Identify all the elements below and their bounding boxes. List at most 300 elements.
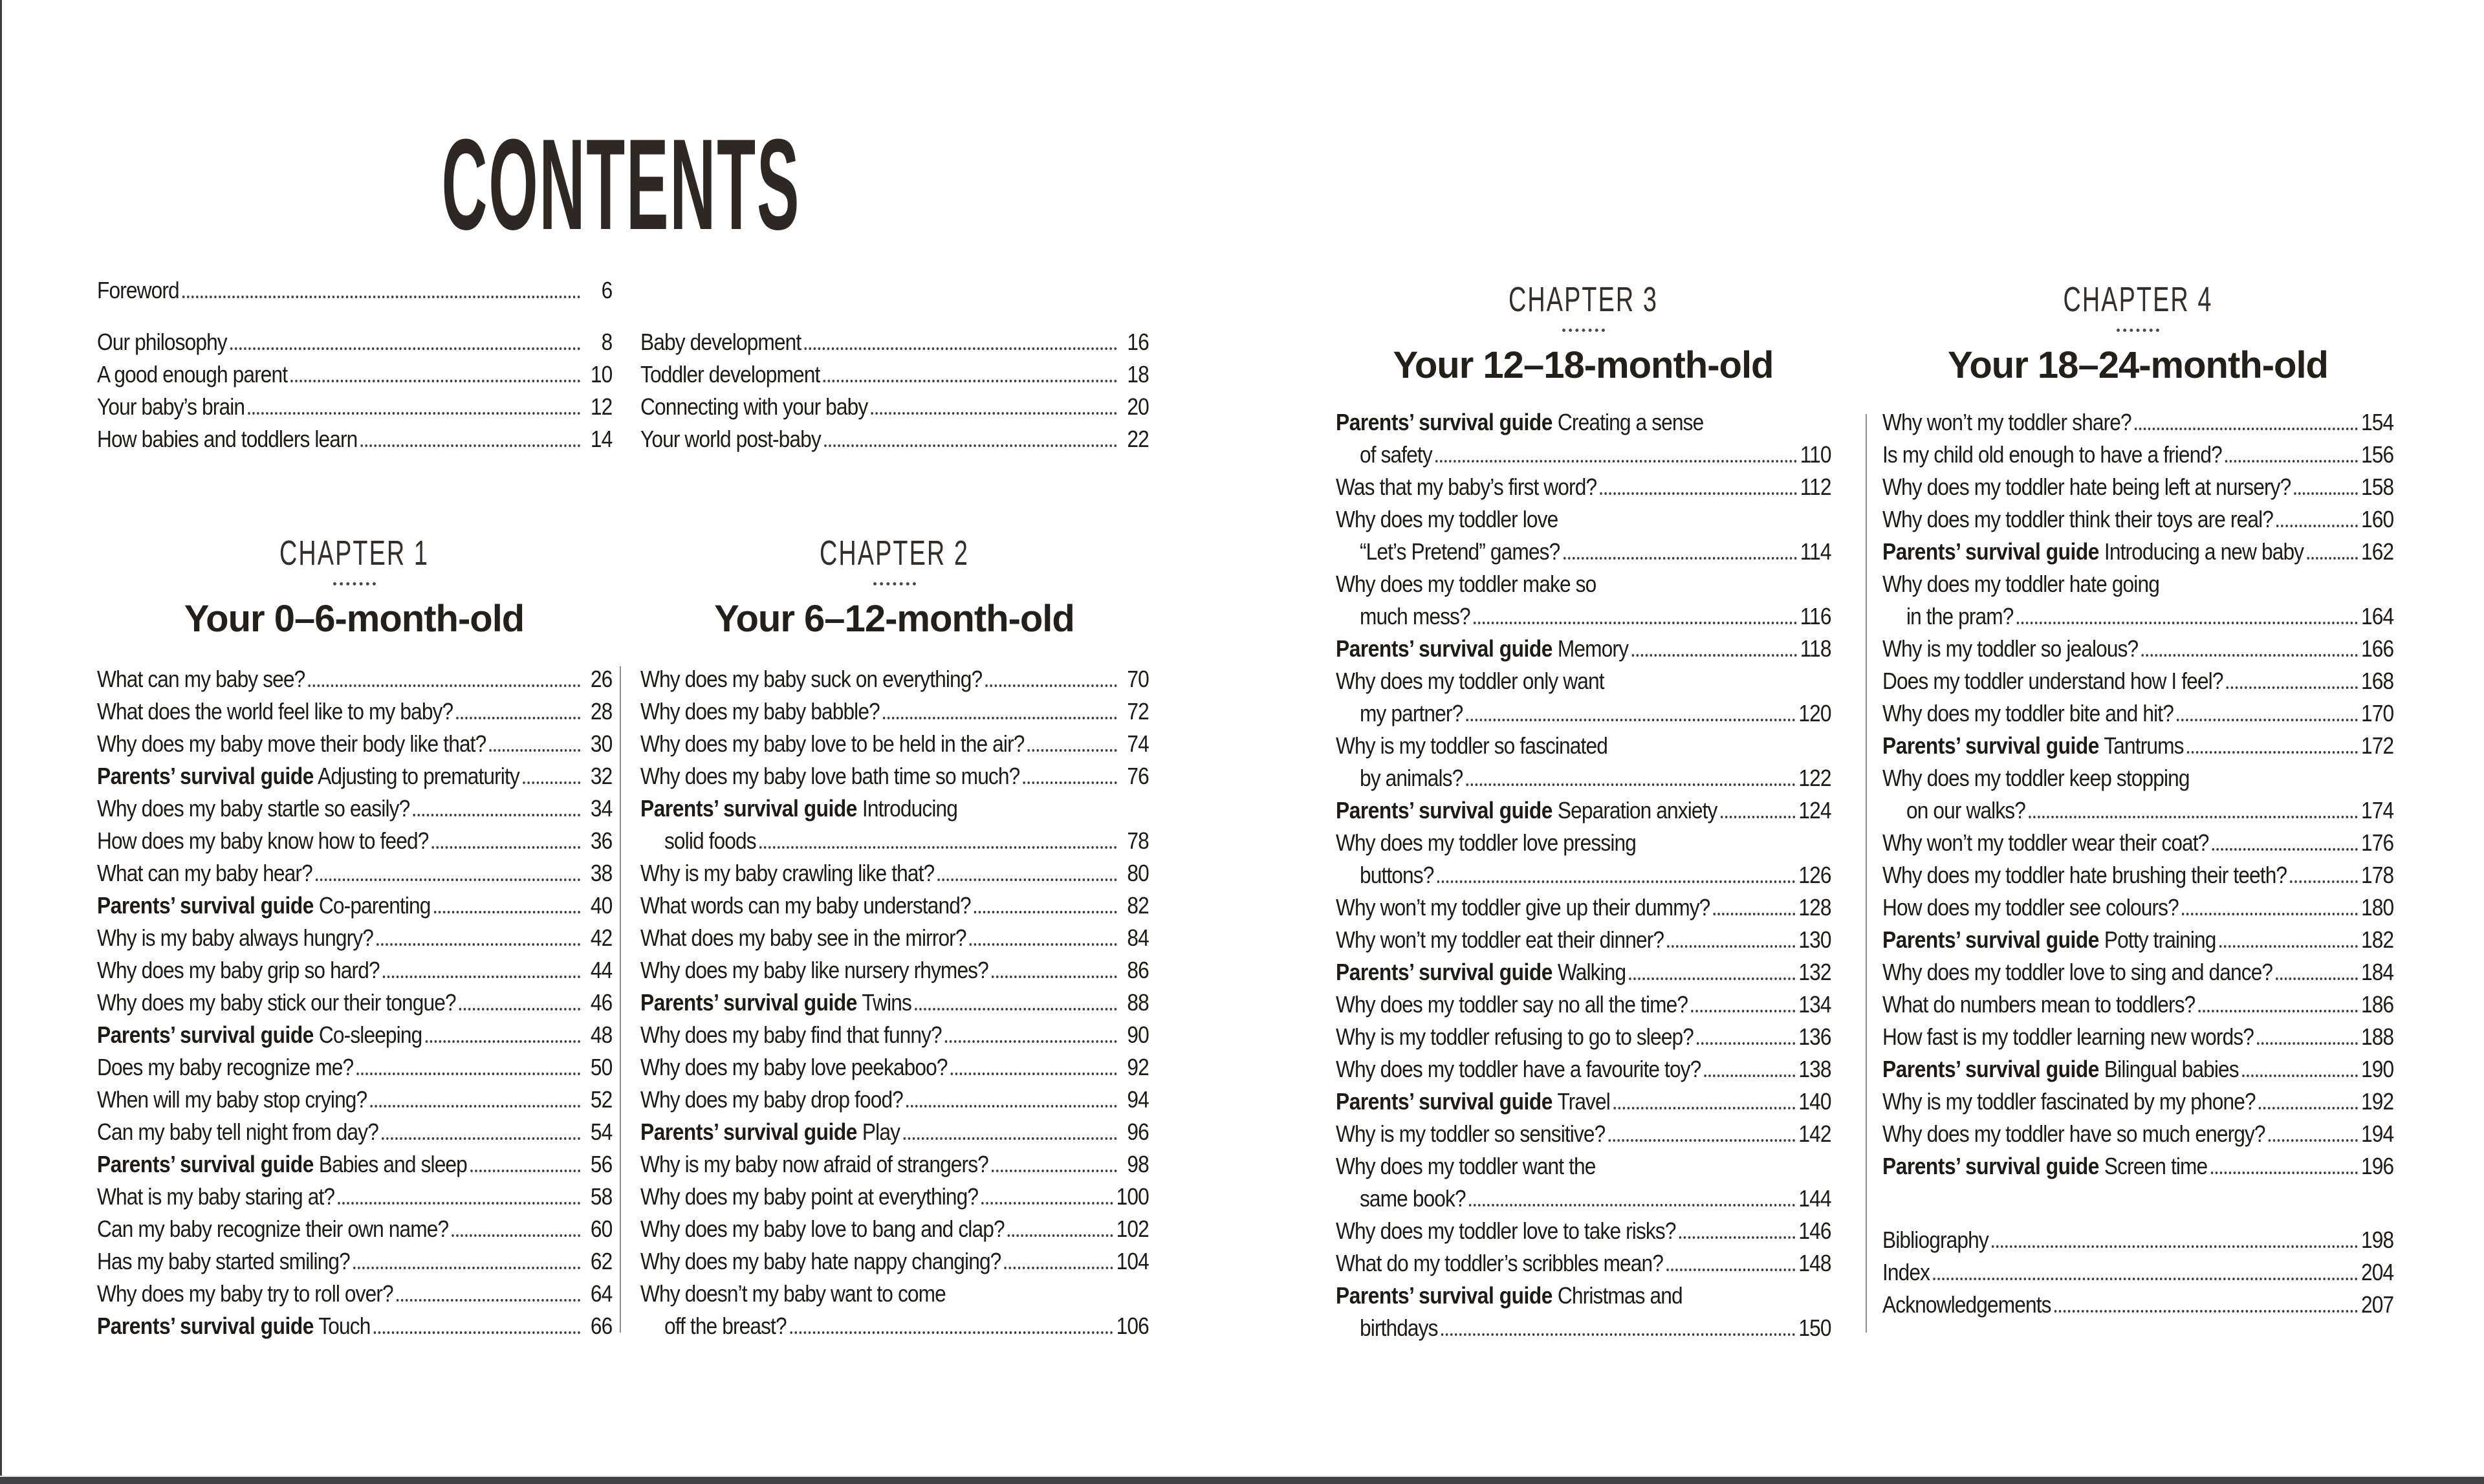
toc-entry <box>1336 1053 1831 1086</box>
page-number: 62 <box>590 1248 613 1274</box>
dot-leader <box>413 814 581 816</box>
entry-label: Why does my toddler love pressing <box>1336 829 1636 856</box>
toc-entry <box>1336 1118 1831 1150</box>
page-number: 116 <box>1800 603 1831 629</box>
page-number: 154 <box>2361 409 2394 435</box>
page-number: 168 <box>2361 668 2394 694</box>
chapter-4-title: Your 18–24-month-old <box>1948 344 2328 386</box>
entry-label: Why does my toddler hate brushing their teeth? <box>1882 862 2287 888</box>
dot-leader <box>470 1170 580 1172</box>
dot-leader <box>2259 1107 2358 1109</box>
page-number: 184 <box>2361 959 2394 985</box>
page-number: 178 <box>2361 862 2394 888</box>
entry-label: Why won’t my toddler eat their dinner? <box>1336 926 1664 953</box>
entry-label: Parents’ survival guide Introducing a new baby <box>1882 538 2304 565</box>
page-number: 124 <box>1798 797 1831 824</box>
page-number: 56 <box>590 1151 613 1177</box>
entry-label: How babies and toddlers learn <box>97 426 358 452</box>
entry-bold-prefix: Parents’ survival guide <box>1336 635 1552 662</box>
entry-label: Why does my toddler hate going <box>1882 571 2159 597</box>
entry-label: Why does my toddler love to take risks? <box>1336 1217 1676 1244</box>
back-matter-list <box>1882 1224 2393 1321</box>
page-number: 102 <box>1116 1216 1149 1242</box>
page-number: 204 <box>2361 1259 2394 1285</box>
dot-leader <box>1691 1010 1795 1012</box>
dot-leader <box>1631 654 1796 657</box>
chapter-1-heading <box>97 534 611 640</box>
page-number: 130 <box>1798 926 1831 953</box>
entry-bold-prefix: Parents’ survival guide <box>1882 538 2099 565</box>
page-number: 126 <box>1798 862 1831 888</box>
toc-entry <box>1336 665 1831 697</box>
toc-entry <box>1336 1183 1831 1215</box>
toc-entry <box>1336 1086 1831 1118</box>
list-gap <box>97 307 612 326</box>
page-number: 182 <box>2361 926 2394 953</box>
dot-leader <box>457 717 581 719</box>
page-number: 94 <box>1127 1086 1149 1113</box>
chapter-1-title: Your 0–6-month-old <box>184 598 525 640</box>
entry-label: in the pram? <box>1906 603 2014 629</box>
dot-leader <box>2182 913 2358 915</box>
toc-entry <box>640 1310 1149 1342</box>
chapter-2-entries <box>640 663 1149 1342</box>
toc-entry <box>1336 762 1831 794</box>
entry-label: Why does my toddler bite and hit? <box>1882 700 2174 726</box>
entry-label: Why does my baby hate nappy changing? <box>640 1248 1001 1274</box>
entry-label: Parents’ survival guide Twins <box>640 989 911 1016</box>
toc-entry <box>97 987 612 1019</box>
dot-leader <box>906 1105 1117 1108</box>
page-number: 128 <box>1798 894 1831 921</box>
dot-leader <box>2054 1310 2358 1313</box>
entry-label: Why does my baby like nursery rhymes? <box>640 957 988 983</box>
entry-label: on our walks? <box>1906 797 2025 824</box>
dot-leader <box>992 976 1117 978</box>
column-divider-left-page <box>620 666 621 1333</box>
toc-entry <box>1882 633 2393 665</box>
entry-bold-prefix: Parents’ survival guide <box>97 763 314 789</box>
entry-label: Why does my baby stick our their tongue? <box>97 989 456 1016</box>
dot-leader <box>1600 492 1796 495</box>
toc-entry <box>640 792 1149 825</box>
toc-entry <box>97 326 612 358</box>
entry-label: Why does my baby love to bang and clap? <box>640 1216 1005 1242</box>
dot-leader <box>945 1040 1117 1043</box>
dot-leader <box>1005 1267 1113 1269</box>
toc-entry <box>97 1213 612 1245</box>
toc-entry <box>97 728 612 760</box>
page-number: 50 <box>590 1054 613 1080</box>
toc-entry <box>1882 406 2393 439</box>
page-number: 34 <box>590 795 613 822</box>
dot-leader <box>2276 525 2357 527</box>
toc-entry <box>1336 1150 1831 1183</box>
entry-label: What does my baby see in the mirror? <box>640 924 966 951</box>
dot-leader <box>981 1202 1113 1205</box>
page-number: 74 <box>1127 730 1149 757</box>
toc-entry <box>1882 600 2393 633</box>
entry-label: much mess? <box>1359 603 1470 629</box>
dot-leader <box>1437 880 1795 883</box>
toc-entry <box>1336 891 1831 924</box>
dot-leader <box>2017 622 2358 624</box>
dot-leader <box>1469 1204 1795 1206</box>
dot-leader <box>523 781 580 784</box>
toc-entry <box>1336 536 1831 568</box>
page-number: 136 <box>1798 1023 1831 1050</box>
entry-label: What do my toddler’s scribbles mean? <box>1336 1250 1663 1276</box>
page-number: 172 <box>2361 732 2394 759</box>
page-number: 118 <box>1800 635 1831 662</box>
toc-entry <box>97 1116 612 1148</box>
dot-leader <box>951 1073 1117 1075</box>
toc-entry <box>1882 1150 2393 1183</box>
page-number: 8 <box>601 329 613 355</box>
toc-entry <box>640 1245 1149 1278</box>
entry-label: Parents’ survival guide Walking <box>1336 959 1626 985</box>
dot-leader <box>2211 1172 2358 1174</box>
dot-leader <box>871 412 1117 415</box>
toc-entry <box>640 663 1149 695</box>
dot-leader <box>2225 460 2358 463</box>
page-number: 134 <box>1798 991 1831 1018</box>
chapter-2-label: CHAPTER 2 <box>819 534 970 573</box>
toc-entry <box>1336 1280 1831 1312</box>
dot-leader <box>376 943 580 946</box>
page-number: 66 <box>590 1313 613 1339</box>
page-number: 14 <box>590 426 613 452</box>
dot-leader <box>2177 719 2358 721</box>
entry-label: same book? <box>1359 1185 1466 1212</box>
dot-leader <box>2269 1139 2358 1142</box>
dotted-divider <box>873 582 916 585</box>
entry-label: Why does my toddler have so much energy? <box>1882 1120 2265 1147</box>
toc-entry <box>97 954 612 987</box>
page-number: 12 <box>590 393 613 420</box>
toc-entry <box>1882 1289 2393 1321</box>
entry-label: Parents’ survival guide Adjusting to prematurity <box>97 763 519 789</box>
dot-leader <box>2294 492 2358 495</box>
page-number: 54 <box>590 1118 613 1145</box>
toc-entry <box>1882 988 2393 1021</box>
page-number: 122 <box>1798 765 1831 791</box>
page-number: 52 <box>590 1086 613 1113</box>
dot-leader <box>356 1073 580 1075</box>
page-number: 38 <box>590 860 613 886</box>
toc-entry <box>640 954 1149 987</box>
toc-entry <box>97 274 612 307</box>
entry-label: Why is my toddler fascinated by my phone? <box>1882 1088 2256 1115</box>
dot-leader <box>2142 654 2358 657</box>
dot-leader <box>2242 1075 2358 1077</box>
page-number: 80 <box>1127 860 1149 886</box>
entry-label: Why does my toddler say no all the time? <box>1336 991 1688 1018</box>
dot-leader <box>1609 1139 1795 1142</box>
toc-entry <box>97 889 612 922</box>
dot-leader <box>2135 428 2358 430</box>
page-number: 146 <box>1798 1217 1831 1244</box>
page-number: 20 <box>1127 393 1149 420</box>
dot-leader <box>970 943 1117 946</box>
entry-label: Bibliography <box>1882 1227 1988 1253</box>
page-number: 132 <box>1798 959 1831 985</box>
toc-entry <box>1336 568 1831 600</box>
dot-leader <box>230 347 580 350</box>
entry-label: Parents’ survival guide Screen time <box>1882 1153 2208 1179</box>
entry-label: What do numbers mean to toddlers? <box>1882 991 2195 1018</box>
toc-entry <box>97 391 612 423</box>
entry-label: Your baby’s brain <box>97 393 245 420</box>
dot-leader <box>338 1202 580 1205</box>
dot-leader <box>1466 783 1795 786</box>
entry-label: Foreword <box>97 277 179 303</box>
dot-leader <box>371 1105 581 1108</box>
dot-leader <box>2227 686 2358 689</box>
page-number: 162 <box>2361 538 2394 565</box>
toc-entry <box>97 423 612 455</box>
page-title: CONTENTS <box>441 113 801 257</box>
dot-leader <box>1666 1269 1795 1271</box>
chapter-2-heading <box>640 534 1148 640</box>
toc-entry <box>1336 633 1831 665</box>
entry-label: birthdays <box>1359 1315 1438 1341</box>
entry-label: Why is my baby always hungry? <box>97 924 373 951</box>
dot-leader <box>2290 880 2357 883</box>
dot-leader <box>1466 719 1796 721</box>
toc-entry <box>640 922 1149 954</box>
page-number: 150 <box>1798 1315 1831 1341</box>
toc-entry <box>1336 859 1831 891</box>
entry-bold-prefix: Parents’ survival guide <box>1882 1056 2099 1082</box>
entry-label: Parents’ survival guide Tantrums <box>1882 732 2184 759</box>
entry-label: Why does my baby grip so hard? <box>97 957 380 983</box>
chapter-3-label: CHAPTER 3 <box>1508 280 1659 319</box>
entry-label: Baby development <box>640 329 801 355</box>
entry-label: Connecting with your baby <box>640 393 868 420</box>
page-number: 58 <box>590 1183 613 1210</box>
entry-label: How does my toddler see colours? <box>1882 894 2179 921</box>
dot-leader <box>1629 977 1796 980</box>
entry-label: Index <box>1882 1259 1930 1285</box>
entry-label: Is my child old enough to have a friend? <box>1882 441 2222 468</box>
entry-bold-prefix: Parents’ survival guide <box>1336 1088 1552 1115</box>
page-number: 86 <box>1127 957 1149 983</box>
dot-leader <box>992 1170 1117 1172</box>
page-number: 32 <box>590 763 613 789</box>
toc-entry <box>1882 956 2393 988</box>
entry-label: Does my toddler understand how I feel? <box>1882 668 2223 694</box>
page-number: 26 <box>590 666 613 692</box>
entry-label: Why is my toddler so jealous? <box>1882 635 2139 662</box>
toc-entry <box>97 1245 612 1278</box>
page-number: 30 <box>590 730 613 757</box>
toc-entry <box>97 1148 612 1181</box>
page-number: 72 <box>1127 698 1149 725</box>
page-number: 164 <box>2361 603 2394 629</box>
page-number: 40 <box>590 892 613 919</box>
entry-label: What is my baby staring at? <box>97 1183 335 1210</box>
entry-label: How fast is my toddler learning new words? <box>1882 1023 2254 1050</box>
toc-entry <box>97 358 612 391</box>
chapter-4-label: CHAPTER 4 <box>2063 280 2213 319</box>
page-number: 60 <box>590 1216 613 1242</box>
entry-label: Why does my baby love peekaboo? <box>640 1054 948 1080</box>
page-number: 170 <box>2361 700 2394 726</box>
toc-entry <box>97 857 612 889</box>
toc-entry <box>640 358 1149 391</box>
toc-entry <box>1882 503 2393 536</box>
toc-entry <box>640 987 1149 1019</box>
page-number: 198 <box>2361 1227 2394 1253</box>
chapter-3-entries <box>1336 406 1831 1344</box>
dot-leader <box>1435 460 1796 463</box>
toc-entry <box>97 663 612 695</box>
toc-entry <box>1882 859 2393 891</box>
dot-leader <box>2307 557 2357 560</box>
page-number: 196 <box>2361 1153 2394 1179</box>
toc-entry <box>1336 471 1831 503</box>
dot-leader <box>1563 557 1797 560</box>
page-number: 192 <box>2361 1088 2394 1115</box>
entry-label: Why does my baby drop food? <box>640 1086 903 1113</box>
entry-label: Why does my baby move their body like that? <box>97 730 486 757</box>
page-number: 112 <box>1800 474 1831 500</box>
front-matter-list-right <box>640 326 1149 455</box>
toc-entry <box>97 1051 612 1084</box>
toc-entry <box>1882 1118 2393 1150</box>
dot-leader <box>1933 1278 2357 1280</box>
page-number: 36 <box>590 827 613 854</box>
page-number: 76 <box>1127 763 1149 789</box>
entry-bold-prefix: Parents’ survival guide <box>640 989 857 1016</box>
toc-entry <box>97 1181 612 1213</box>
page-number: 114 <box>1800 538 1831 565</box>
page-number: 120 <box>1798 700 1831 726</box>
entry-label: Why won’t my toddler give up their dummy? <box>1336 894 1710 921</box>
page-number: 140 <box>1798 1088 1831 1115</box>
page-number: 100 <box>1116 1183 1149 1210</box>
toc-entry <box>1882 1256 2393 1289</box>
window-left-border <box>0 0 2 1484</box>
entry-label: Parents’ survival guide Potty training <box>1882 926 2216 953</box>
entry-label: Our philosophy <box>97 329 227 355</box>
entry-label: solid foods <box>664 827 756 854</box>
dot-leader <box>824 444 1117 447</box>
chapter-1-entries <box>97 663 612 1342</box>
toc-entry <box>640 1116 1149 1148</box>
chapter-1-label: CHAPTER 1 <box>279 534 430 573</box>
entry-label: Why does my baby try to roll over? <box>97 1280 393 1307</box>
toc-entry <box>1336 697 1831 730</box>
page-number: 106 <box>1116 1313 1149 1339</box>
dot-leader <box>309 684 580 687</box>
entry-bold-prefix: Parents’ survival guide <box>1882 1153 2099 1179</box>
page-number: 188 <box>2361 1023 2394 1050</box>
entry-label: my partner? <box>1359 700 1463 726</box>
dot-leader <box>805 347 1117 350</box>
dot-leader <box>915 1008 1117 1010</box>
toc-entry <box>1336 406 1831 439</box>
toc-entry <box>1336 794 1831 827</box>
toc-entry <box>640 1019 1149 1051</box>
entry-bold-prefix: Parents’ survival guide <box>97 1313 314 1339</box>
toc-entry <box>640 889 1149 922</box>
entry-label: by animals? <box>1359 765 1463 791</box>
entry-label: Why does my baby suck on everything? <box>640 666 983 692</box>
page-number: 174 <box>2361 797 2394 824</box>
dot-leader <box>938 878 1117 881</box>
page-number: 160 <box>2361 506 2394 532</box>
page-number: 138 <box>1798 1056 1831 1082</box>
dot-leader <box>397 1299 580 1302</box>
entry-label: Why does my baby point at everything? <box>640 1183 979 1210</box>
page-number: 64 <box>590 1280 613 1307</box>
toc-entry <box>1336 503 1831 536</box>
toc-entry <box>1336 827 1831 859</box>
dot-leader <box>316 878 580 881</box>
toc-entry <box>640 1213 1149 1245</box>
toc-entry <box>1336 600 1831 633</box>
entry-bold-prefix: Parents’ survival guide <box>1882 732 2099 759</box>
entry-label: Parents’ survival guide Separation anxiety <box>1336 797 1717 824</box>
dot-leader <box>2257 1042 2357 1045</box>
page-number: 78 <box>1127 827 1149 854</box>
page-number: 96 <box>1127 1118 1149 1145</box>
dot-leader <box>2029 816 2357 818</box>
page-number: 166 <box>2361 635 2394 662</box>
toc-entry <box>1882 439 2393 471</box>
toc-entry <box>1882 536 2393 568</box>
entry-label: Why is my toddler so sensitive? <box>1336 1120 1606 1147</box>
dot-leader <box>883 717 1117 719</box>
entry-label: Parents’ survival guide Memory <box>1336 635 1629 662</box>
toc-entry <box>640 857 1149 889</box>
page-number: 194 <box>2361 1120 2394 1147</box>
entry-label: off the breast? <box>664 1313 787 1339</box>
dot-leader <box>1705 1075 1795 1077</box>
entry-bold-prefix: Parents’ survival guide <box>640 795 857 822</box>
page-number: 44 <box>590 957 613 983</box>
entry-bold-prefix: Parents’ survival guide <box>1336 797 1552 824</box>
dot-leader <box>823 380 1117 382</box>
toc-entry <box>97 695 612 728</box>
page-number: 90 <box>1127 1021 1149 1048</box>
entry-label: What words can my baby understand? <box>640 892 971 919</box>
dot-leader <box>459 1008 580 1010</box>
toc-entry <box>97 825 612 857</box>
page-number: 48 <box>590 1021 613 1048</box>
toc-entry <box>1336 1021 1831 1053</box>
toc-entry <box>1882 827 2393 859</box>
entry-bold-prefix: Parents’ survival guide <box>1882 926 2099 953</box>
dot-leader <box>361 444 580 447</box>
entry-label: When will my baby stop crying? <box>97 1086 367 1113</box>
entry-bold-prefix: Parents’ survival guide <box>1336 1282 1552 1309</box>
entry-label: Parents’ survival guide Play <box>640 1118 900 1145</box>
dotted-divider <box>1562 329 1605 332</box>
toc-entry <box>97 1019 612 1051</box>
entry-label: Parents’ survival guide Christmas and <box>1336 1282 1683 1309</box>
toc-entry <box>1882 730 2393 762</box>
entry-label: How does my baby know how to feed? <box>97 827 429 854</box>
entry-bold-prefix: Parents’ survival guide <box>1336 959 1552 985</box>
toc-entry <box>640 728 1149 760</box>
dot-leader <box>1441 1333 1795 1336</box>
entry-label: Why won’t my toddler share? <box>1882 409 2131 435</box>
toc-entry <box>1336 924 1831 956</box>
toc-entry <box>1882 1086 2393 1118</box>
